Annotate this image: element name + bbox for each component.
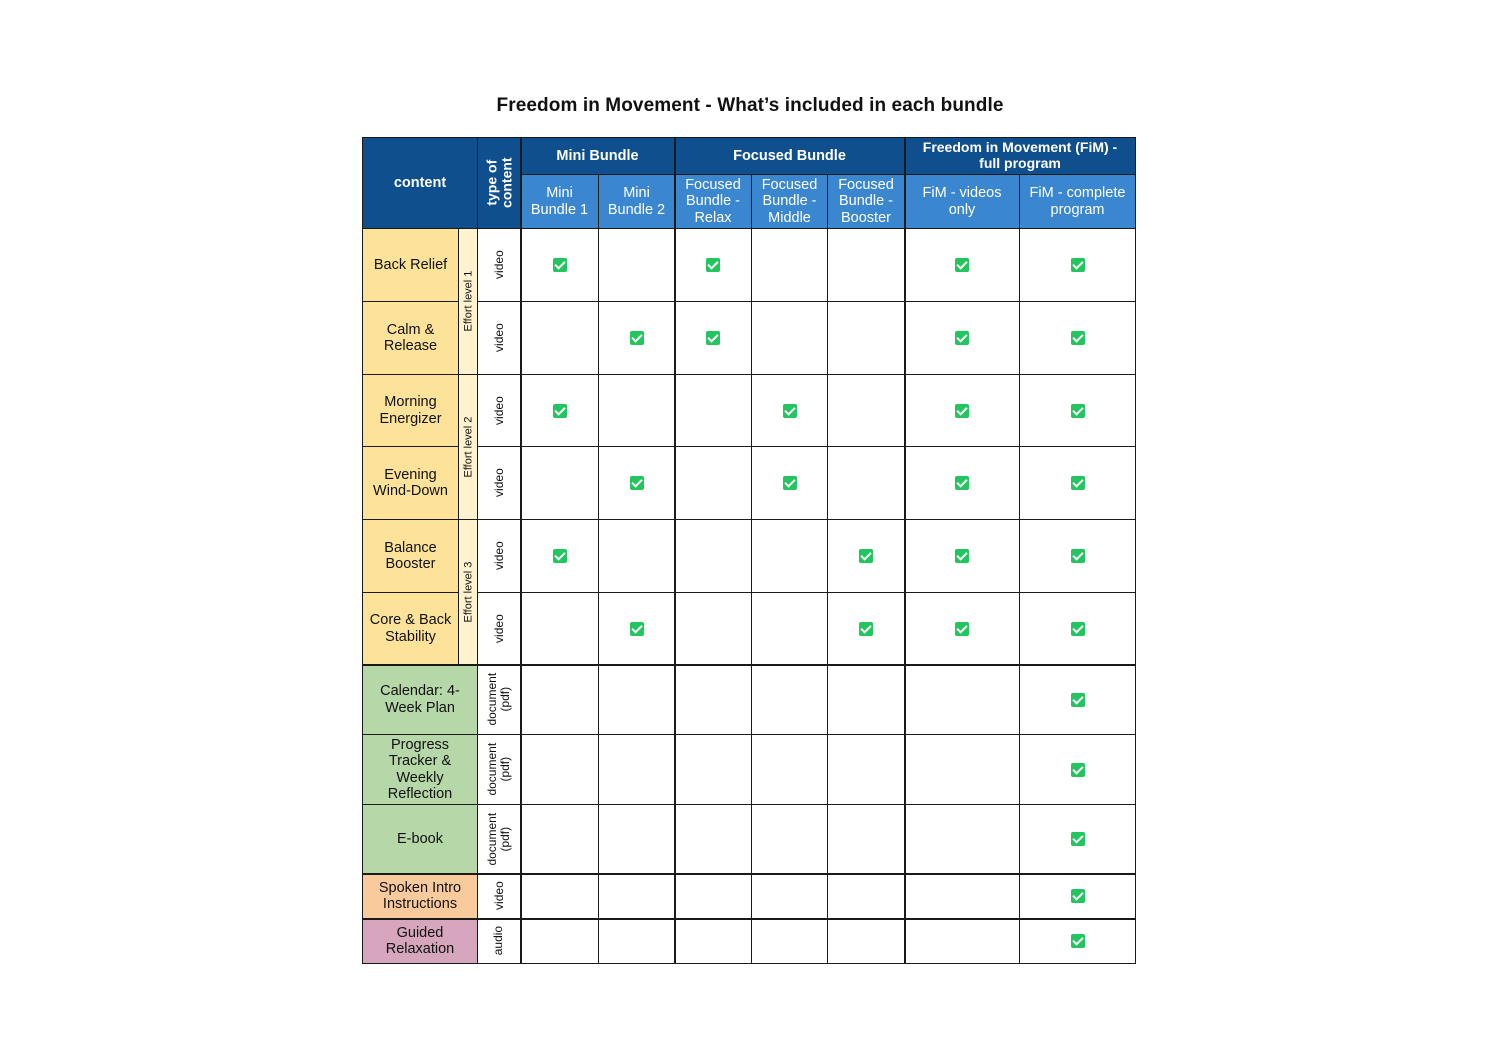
inclusion-cell — [1019, 734, 1136, 805]
content-label: Morning Energizer — [379, 394, 442, 427]
inclusion-cell — [674, 804, 752, 874]
check-icon — [706, 331, 720, 345]
inclusion-cell — [827, 918, 905, 964]
inclusion-cell — [827, 228, 905, 302]
inclusion-cell — [520, 446, 599, 520]
inclusion-cell — [751, 664, 828, 735]
column-header — [598, 174, 675, 229]
inclusion-cell — [674, 873, 752, 919]
column-header — [904, 174, 1020, 229]
check-icon — [859, 549, 873, 563]
content-cell — [362, 918, 478, 964]
column-header-label: FiM - complete program — [1029, 185, 1126, 218]
inclusion-cell — [598, 228, 675, 302]
inclusion-cell — [904, 374, 1020, 447]
section-divider — [362, 918, 1136, 920]
type-cell — [477, 592, 521, 665]
inclusion-cell — [751, 374, 828, 447]
inclusion-cell — [904, 734, 1020, 805]
column-header — [1019, 174, 1136, 229]
effort-level-label: Effort level 2 — [461, 416, 474, 478]
effort-level-cell — [458, 374, 478, 520]
content-label: Back Relief — [373, 256, 448, 273]
check-icon — [1071, 331, 1085, 345]
check-icon — [706, 258, 720, 272]
column-header-label: Focused Bundle - Relax — [685, 177, 741, 226]
type-label: document (pdf) — [484, 743, 513, 796]
check-icon — [630, 622, 644, 636]
check-icon — [1071, 404, 1085, 418]
inclusion-cell — [751, 301, 828, 375]
check-icon — [955, 404, 969, 418]
type-label: document (pdf) — [484, 673, 513, 726]
column-header — [674, 174, 752, 229]
check-icon — [783, 476, 797, 490]
section-divider — [362, 873, 1136, 875]
type-label: video — [491, 468, 506, 498]
check-icon — [1071, 476, 1085, 490]
group-divider — [904, 137, 906, 964]
check-icon — [553, 404, 567, 418]
check-icon — [783, 404, 797, 418]
content-label: E-book — [397, 830, 443, 847]
type-cell — [477, 519, 521, 593]
column-header-label: Focused Bundle - Booster — [838, 177, 894, 226]
content-cell — [362, 873, 478, 919]
type-label: video — [491, 541, 506, 571]
check-icon — [859, 622, 873, 636]
inclusion-cell — [904, 664, 1020, 735]
inclusion-cell — [751, 592, 828, 665]
check-icon — [1071, 549, 1085, 563]
inclusion-cell — [598, 446, 675, 520]
type-header-label: type of content — [483, 157, 514, 209]
inclusion-cell — [827, 374, 905, 447]
type-label: video — [491, 250, 506, 280]
inclusion-cell — [904, 519, 1020, 593]
inclusion-cell — [751, 228, 828, 302]
inclusion-cell — [1019, 519, 1136, 593]
inclusion-cell — [598, 873, 675, 919]
content-cell — [362, 446, 459, 520]
inclusion-cell — [751, 918, 828, 964]
inclusion-cell — [904, 592, 1020, 665]
column-header-label: Mini Bundle 1 — [530, 185, 589, 218]
content-label: Guided Relaxation — [385, 924, 455, 957]
content-label: Calm & Release — [383, 321, 438, 354]
inclusion-cell — [598, 918, 675, 964]
check-icon — [1071, 934, 1085, 948]
inclusion-cell — [674, 734, 752, 805]
inclusion-cell — [520, 592, 599, 665]
inclusion-cell — [674, 374, 752, 447]
inclusion-cell — [520, 804, 599, 874]
inclusion-cell — [674, 301, 752, 375]
group-header-label: Freedom in Movement (FiM) - full program — [922, 139, 1118, 171]
inclusion-cell — [1019, 592, 1136, 665]
inclusion-cell — [1019, 446, 1136, 520]
column-header — [751, 174, 828, 229]
inclusion-cell — [674, 592, 752, 665]
inclusion-cell — [520, 918, 599, 964]
inclusion-cell — [674, 228, 752, 302]
type-label: video — [491, 881, 506, 911]
type-cell — [477, 873, 521, 919]
inclusion-cell — [674, 519, 752, 593]
check-icon — [955, 476, 969, 490]
inclusion-cell — [1019, 873, 1136, 919]
type-cell — [477, 804, 521, 874]
column-header-label: Focused Bundle - Middle — [761, 177, 818, 226]
inclusion-cell — [827, 734, 905, 805]
check-icon — [1071, 693, 1085, 707]
check-icon — [1071, 258, 1085, 272]
inclusion-cell — [520, 374, 599, 447]
inclusion-cell — [904, 301, 1020, 375]
inclusion-cell — [598, 301, 675, 375]
inclusion-cell — [827, 519, 905, 593]
type-label: video — [491, 323, 506, 353]
content-cell — [362, 592, 459, 665]
check-icon — [955, 258, 969, 272]
inclusion-cell — [674, 446, 752, 520]
content-label: Core & Back Stability — [369, 612, 452, 645]
inclusion-cell — [1019, 918, 1136, 964]
inclusion-cell — [751, 734, 828, 805]
inclusion-cell — [904, 446, 1020, 520]
inclusion-cell — [598, 804, 675, 874]
inclusion-cell — [904, 804, 1020, 874]
type-cell — [477, 374, 521, 447]
content-cell — [362, 374, 459, 447]
type-cell — [477, 734, 521, 805]
inclusion-cell — [827, 664, 905, 735]
inclusion-cell — [1019, 228, 1136, 302]
inclusion-cell — [1019, 804, 1136, 874]
effort-level-cell — [458, 519, 478, 665]
content-cell — [362, 804, 478, 874]
check-icon — [1071, 889, 1085, 903]
inclusion-cell — [1019, 664, 1136, 735]
group-divider — [520, 137, 522, 964]
content-cell — [362, 301, 459, 375]
inclusion-cell — [827, 592, 905, 665]
type-cell — [477, 664, 521, 735]
type-label: document (pdf) — [484, 812, 513, 866]
type-header — [477, 137, 521, 229]
inclusion-cell — [520, 519, 599, 593]
type-cell — [477, 301, 521, 375]
inclusion-cell — [904, 228, 1020, 302]
inclusion-cell — [598, 734, 675, 805]
inclusion-cell — [520, 301, 599, 375]
inclusion-cell — [751, 804, 828, 874]
group-header-label: Focused Bundle — [733, 147, 846, 164]
type-cell — [477, 446, 521, 520]
inclusion-cell — [598, 374, 675, 447]
inclusion-cell — [827, 446, 905, 520]
type-label: video — [491, 396, 506, 425]
check-icon — [630, 476, 644, 490]
effort-level-cell — [458, 228, 478, 375]
check-icon — [955, 622, 969, 636]
type-label: video — [491, 614, 506, 643]
inclusion-cell — [520, 664, 599, 735]
inclusion-cell — [598, 519, 675, 593]
content-header — [362, 137, 478, 229]
inclusion-cell — [827, 301, 905, 375]
group-divider — [674, 137, 676, 964]
group-header — [904, 137, 1136, 175]
column-header — [520, 174, 599, 229]
inclusion-cell — [827, 873, 905, 919]
content-header-label: content — [393, 174, 447, 191]
check-icon — [553, 549, 567, 563]
column-header — [827, 174, 905, 229]
inclusion-cell — [674, 664, 752, 735]
section-divider — [362, 664, 1136, 666]
inclusion-cell — [1019, 374, 1136, 447]
content-cell — [362, 734, 478, 805]
column-header-label: FiM - videos only — [922, 185, 1002, 218]
check-icon — [553, 258, 567, 272]
check-icon — [1071, 763, 1085, 777]
content-label: Calendar: 4-Week Plan — [380, 683, 460, 716]
content-label: Evening Wind-Down — [373, 466, 448, 499]
content-cell — [362, 228, 459, 302]
inclusion-cell — [1019, 301, 1136, 375]
inclusion-cell — [904, 873, 1020, 919]
group-header-label: Mini Bundle — [556, 147, 639, 164]
content-label: Progress Tracker & Weekly Reflection — [387, 737, 453, 802]
type-cell — [477, 228, 521, 302]
type-cell — [477, 918, 521, 964]
inclusion-cell — [674, 918, 752, 964]
page-title: Freedom in Movement - What’s included in each bundle — [496, 95, 1004, 116]
check-icon — [1071, 832, 1085, 846]
content-label: Spoken Intro Instructions — [378, 879, 462, 912]
check-icon — [630, 331, 644, 345]
content-label: Balance Booster — [384, 539, 437, 572]
group-header — [520, 137, 675, 175]
inclusion-cell — [598, 592, 675, 665]
inclusion-cell — [904, 918, 1020, 964]
type-label: audio — [491, 926, 506, 956]
check-icon — [955, 549, 969, 563]
inclusion-cell — [598, 664, 675, 735]
inclusion-cell — [520, 228, 599, 302]
inclusion-cell — [751, 519, 828, 593]
inclusion-cell — [827, 804, 905, 874]
inclusion-cell — [751, 873, 828, 919]
content-cell — [362, 664, 478, 735]
content-cell — [362, 519, 459, 593]
column-header-label: Mini Bundle 2 — [607, 185, 666, 218]
check-icon — [1071, 622, 1085, 636]
group-header — [674, 137, 905, 175]
effort-level-label: Effort level 3 — [461, 561, 474, 623]
check-icon — [955, 331, 969, 345]
effort-level-label: Effort level 1 — [461, 271, 474, 332]
inclusion-cell — [520, 734, 599, 805]
inclusion-cell — [751, 446, 828, 520]
inclusion-cell — [520, 873, 599, 919]
